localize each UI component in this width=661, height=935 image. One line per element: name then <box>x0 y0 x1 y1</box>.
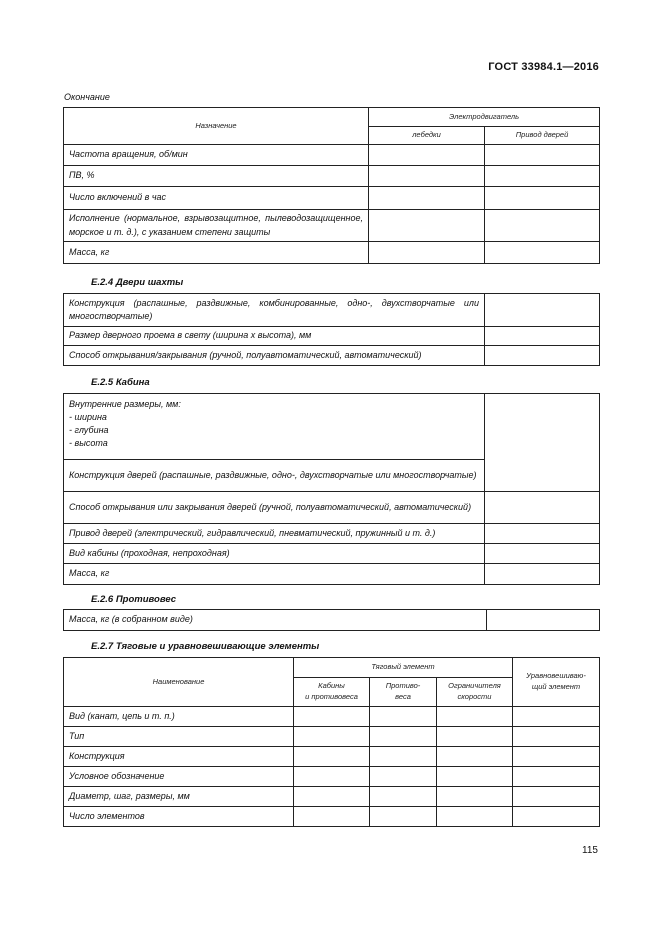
value-cell <box>485 210 600 242</box>
value-cell <box>369 166 485 187</box>
inner-dimensions-cell <box>64 394 485 460</box>
value-cell <box>485 327 600 346</box>
value-cell <box>437 747 513 767</box>
table-row <box>64 807 600 827</box>
inner-dimensions-title: Внутренние размеры, мм: <box>69 399 181 409</box>
value-cell <box>485 492 600 524</box>
row-label: Конструкция (распашные, раздвижные, комбинированные, одно-, двухстворчатые или многостворчатые) <box>64 294 485 327</box>
traction-group-header: Тяговый элемент <box>294 658 513 678</box>
table-row <box>64 346 600 366</box>
row-label: Условное обозначение <box>64 767 294 787</box>
name-header: Наименование <box>64 658 294 707</box>
value-cell <box>370 767 437 787</box>
table-row <box>64 747 600 767</box>
value-cell <box>294 767 370 787</box>
counterweight-table <box>63 609 600 631</box>
door-drive-header: Привод дверей <box>485 127 600 145</box>
table-row <box>64 787 600 807</box>
value-cell <box>513 787 600 807</box>
section-title-cabin: Е.2.5 Кабина <box>91 377 150 388</box>
table-row <box>64 394 600 460</box>
value-cell <box>485 524 600 544</box>
value-cell <box>294 747 370 767</box>
motor-table <box>63 107 600 264</box>
shaft-doors-table <box>63 293 600 366</box>
cabin-table <box>63 393 600 585</box>
value-cell <box>369 210 485 242</box>
table-row <box>64 166 600 187</box>
row-label: Способ открывания или закрывания дверей (ручной, полуавтоматический, автоматический) <box>64 492 485 524</box>
value-cell <box>294 707 370 727</box>
section-title-shaft-doors: Е.2.4 Двери шахты <box>91 277 184 288</box>
table-row <box>64 294 600 327</box>
table-row <box>64 564 600 585</box>
value-cell <box>485 166 600 187</box>
value-cell <box>485 544 600 564</box>
value-cell <box>294 787 370 807</box>
row-label: Диаметр, шаг, размеры, мм <box>64 787 294 807</box>
dimension-item: - высота <box>69 438 108 449</box>
section-title-counterweight: Е.2.6 Противовес <box>91 594 176 605</box>
row-label: Привод дверей (электрический, гидравлический, пневматический, пружинный и т. д.) <box>64 524 485 544</box>
value-cell <box>369 242 485 264</box>
motor-group-header: Электродвигатель <box>369 108 600 127</box>
value-cell <box>485 346 600 366</box>
value-cell <box>369 145 485 166</box>
row-label: Исполнение (нормальное, взрывозащитное, пылеводозащищенное, морское и т. д.), с указанием степени защиты <box>64 210 369 242</box>
value-cell <box>513 707 600 727</box>
row-label: Конструкция <box>64 747 294 767</box>
value-cell <box>513 767 600 787</box>
row-label: Вид кабины (проходная, непроходная) <box>64 544 485 564</box>
value-cell <box>370 707 437 727</box>
row-label: Число элементов <box>64 807 294 827</box>
value-cell <box>513 727 600 747</box>
row-label: Вид (канат, цепь и т. п.) <box>64 707 294 727</box>
section-title-traction: Е.2.7 Тяговые и уравновешивающие элементы <box>91 641 320 652</box>
table-row <box>64 707 600 727</box>
value-cell <box>513 747 600 767</box>
row-label: Тип <box>64 727 294 747</box>
value-cell <box>437 767 513 787</box>
table-row <box>64 187 600 210</box>
value-cell <box>370 747 437 767</box>
value-cell <box>485 294 600 327</box>
value-cell <box>513 807 600 827</box>
value-cell <box>369 187 485 210</box>
dimension-item: - ширина <box>69 412 107 423</box>
value-cell <box>370 727 437 747</box>
value-cell <box>485 187 600 210</box>
balancing-header: Уравновешиваю- щий элемент <box>513 658 600 707</box>
page-number: 115 <box>582 845 598 856</box>
table-row <box>64 492 600 524</box>
table-row <box>64 145 600 166</box>
table-row <box>64 327 600 346</box>
dimension-item: - глубина <box>69 425 109 436</box>
table-row <box>64 242 600 264</box>
row-label: Частота вращения, об/мин <box>64 145 369 166</box>
value-cell <box>294 727 370 747</box>
cabin-counterweight-header: Кабины и противовеса <box>294 678 370 707</box>
value-cell <box>294 807 370 827</box>
row-label: Способ открывания/закрывания (ручной, полуавтоматический, автоматический) <box>64 346 485 366</box>
value-cell <box>437 787 513 807</box>
row-label: Масса, кг <box>64 242 369 264</box>
document-id: ГОСТ 33984.1—2016 <box>488 61 599 73</box>
table-row <box>64 544 600 564</box>
value-cell <box>437 727 513 747</box>
purpose-header: Назначение <box>64 108 369 145</box>
value-cell <box>485 145 600 166</box>
traction-table <box>63 657 600 827</box>
value-cell <box>437 707 513 727</box>
value-cell <box>485 242 600 264</box>
counterweight-header: Противо- веса <box>370 678 437 707</box>
value-cell <box>485 394 600 492</box>
value-cell <box>370 787 437 807</box>
value-cell <box>437 807 513 827</box>
speed-limiter-header: Ограничителя скорости <box>437 678 513 707</box>
table-continuation-caption: Окончание <box>64 92 110 102</box>
value-cell <box>485 564 600 585</box>
row-label: Конструкция дверей (распашные, раздвижные, одно-, двухстворчатые или многостворчатые) <box>64 460 485 492</box>
winch-header: лебедки <box>369 127 485 145</box>
table-row <box>64 610 600 631</box>
table-row <box>64 210 600 242</box>
row-label: Масса, кг <box>64 564 485 585</box>
row-label: ПВ, % <box>64 166 369 187</box>
row-label: Масса, кг (в собранном виде) <box>64 610 487 631</box>
value-cell <box>487 610 600 631</box>
value-cell <box>370 807 437 827</box>
row-label: Число включений в час <box>64 187 369 210</box>
table-row <box>64 767 600 787</box>
row-label: Размер дверного проема в свету (ширина х высота), мм <box>64 327 485 346</box>
table-row <box>64 524 600 544</box>
table-row <box>64 727 600 747</box>
